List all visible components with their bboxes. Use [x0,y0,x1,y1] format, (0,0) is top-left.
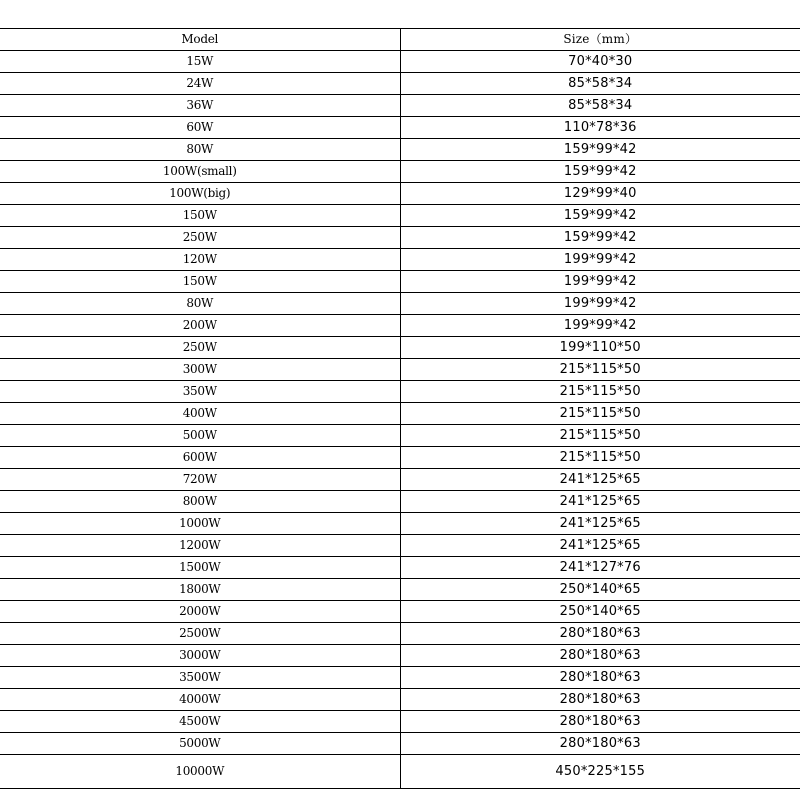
table-row [0,95,800,117]
table-row [0,513,800,535]
model-cell [0,381,400,403]
table-row [0,359,800,381]
size-cell [400,425,800,447]
model-cell [0,51,400,73]
table-row [0,645,800,667]
table-row [0,425,800,447]
model-size-table [0,28,800,789]
size-value: 215*115*50 [559,384,641,399]
size-value: 250*140*65 [559,582,641,597]
size-value: 85*58*34 [568,76,633,91]
model-value: 10000W [175,764,225,778]
model-cell [0,205,400,227]
model-cell [0,337,400,359]
model-cell [0,293,400,315]
model-value: 1800W [179,582,221,596]
size-value: 70*40*30 [568,54,633,69]
size-cell [400,73,800,95]
model-value: 250W [182,230,217,244]
model-value: 120W [182,252,217,266]
model-value: 4000W [179,692,221,706]
model-cell [0,579,400,601]
size-value: 280*180*63 [559,648,641,663]
size-value: 199*99*42 [563,252,637,267]
size-value: 199*110*50 [559,340,641,355]
size-value: 241*125*65 [559,472,641,487]
size-value: 280*180*63 [559,736,641,751]
table-row [0,491,800,513]
model-value: 250W [182,340,217,354]
table-body [0,51,800,789]
header-model [0,29,400,51]
model-cell [0,227,400,249]
model-value: 2500W [179,626,221,640]
table-row [0,689,800,711]
size-value: 280*180*63 [559,670,641,685]
table-row [0,755,800,789]
size-cell [400,623,800,645]
size-value: 199*99*42 [563,274,637,289]
table-row [0,557,800,579]
table-row [0,469,800,491]
table-row [0,315,800,337]
table-row [0,623,800,645]
model-cell [0,161,400,183]
model-cell [0,491,400,513]
size-value: 85*58*34 [568,98,633,113]
model-value: 720W [182,472,217,486]
table-row [0,711,800,733]
size-cell [400,227,800,249]
header-row [0,29,800,51]
model-cell [0,315,400,337]
model-cell [0,117,400,139]
model-value: 1500W [179,560,221,574]
model-value: 150W [182,274,217,288]
table-header [0,29,800,51]
model-cell [0,249,400,271]
table-row [0,403,800,425]
table-row [0,535,800,557]
size-value: 241*125*65 [559,516,641,531]
model-value: 4500W [179,714,221,728]
model-value: 100W(big) [169,186,231,200]
model-cell [0,623,400,645]
model-value: 800W [182,494,217,508]
table-row [0,205,800,227]
size-cell [400,403,800,425]
table-row [0,601,800,623]
model-value: 36W [186,98,214,112]
size-value: 280*180*63 [559,692,641,707]
size-cell [400,667,800,689]
model-value: 600W [182,450,217,464]
model-value: 3500W [179,670,221,684]
model-cell [0,139,400,161]
model-value: 1000W [179,516,221,530]
header-size [400,29,800,51]
size-value: 241*127*76 [559,560,641,575]
size-value: 199*99*42 [563,296,637,311]
size-value: 159*99*42 [563,230,637,245]
table-row [0,667,800,689]
size-value: 159*99*42 [563,208,637,223]
size-cell [400,249,800,271]
table-row [0,337,800,359]
size-value: 280*180*63 [559,626,641,641]
size-cell [400,711,800,733]
size-cell [400,337,800,359]
size-value: 215*115*50 [559,362,641,377]
table-row [0,139,800,161]
model-value: 200W [182,318,217,332]
table-row [0,271,800,293]
size-cell [400,689,800,711]
table-row [0,117,800,139]
size-cell [400,117,800,139]
size-value: 250*140*65 [559,604,641,619]
size-cell [400,733,800,755]
size-cell [400,755,800,789]
size-cell [400,601,800,623]
model-value: 80W [186,296,214,310]
size-cell [400,183,800,205]
table-row [0,51,800,73]
model-cell [0,513,400,535]
header-model-label: Model [181,32,219,46]
size-cell [400,579,800,601]
size-value: 450*225*155 [555,763,646,779]
size-value: 129*99*40 [563,186,637,201]
model-value: 100W(small) [162,164,237,178]
model-value: 2000W [179,604,221,618]
header-size-label: Size（mm） [563,32,638,46]
model-cell [0,95,400,117]
size-value: 110*78*36 [563,120,637,135]
size-cell [400,447,800,469]
size-cell [400,95,800,117]
model-value: 300W [182,362,217,376]
size-value: 159*99*42 [563,142,637,157]
model-cell [0,535,400,557]
model-cell [0,271,400,293]
size-cell [400,293,800,315]
model-cell [0,73,400,95]
size-cell [400,161,800,183]
table-row [0,293,800,315]
size-value: 199*99*42 [563,318,637,333]
table-row [0,227,800,249]
table-row [0,381,800,403]
size-cell [400,469,800,491]
size-value: 280*180*63 [559,714,641,729]
table-row [0,579,800,601]
model-cell [0,403,400,425]
model-cell [0,469,400,491]
model-value: 150W [182,208,217,222]
table-row [0,161,800,183]
size-cell [400,557,800,579]
size-cell [400,315,800,337]
model-cell [0,425,400,447]
model-value: 80W [186,142,214,156]
model-cell [0,755,400,789]
model-value: 3000W [179,648,221,662]
size-cell [400,491,800,513]
size-cell [400,645,800,667]
model-value: 1200W [179,538,221,552]
model-cell [0,601,400,623]
model-cell [0,733,400,755]
model-cell [0,359,400,381]
model-cell [0,183,400,205]
spec-table-container [0,28,800,789]
model-cell [0,447,400,469]
model-value: 350W [182,384,217,398]
size-cell [400,205,800,227]
table-row [0,447,800,469]
model-value: 24W [186,76,214,90]
size-value: 215*115*50 [559,406,641,421]
model-cell [0,689,400,711]
table-row [0,249,800,271]
table-row [0,73,800,95]
table-row [0,183,800,205]
model-cell [0,711,400,733]
model-value: 5000W [179,736,221,750]
size-cell [400,271,800,293]
size-value: 215*115*50 [559,428,641,443]
model-cell [0,557,400,579]
model-cell [0,667,400,689]
model-value: 60W [186,120,214,134]
size-value: 215*115*50 [559,450,641,465]
size-cell [400,535,800,557]
size-cell [400,381,800,403]
table-row [0,733,800,755]
model-cell [0,645,400,667]
size-cell [400,139,800,161]
model-value: 15W [186,54,214,68]
model-value: 500W [182,428,217,442]
size-value: 159*99*42 [563,164,637,179]
size-cell [400,513,800,535]
model-value: 400W [182,406,217,420]
size-cell [400,359,800,381]
size-value: 241*125*65 [559,494,641,509]
size-value: 241*125*65 [559,538,641,553]
size-cell [400,51,800,73]
